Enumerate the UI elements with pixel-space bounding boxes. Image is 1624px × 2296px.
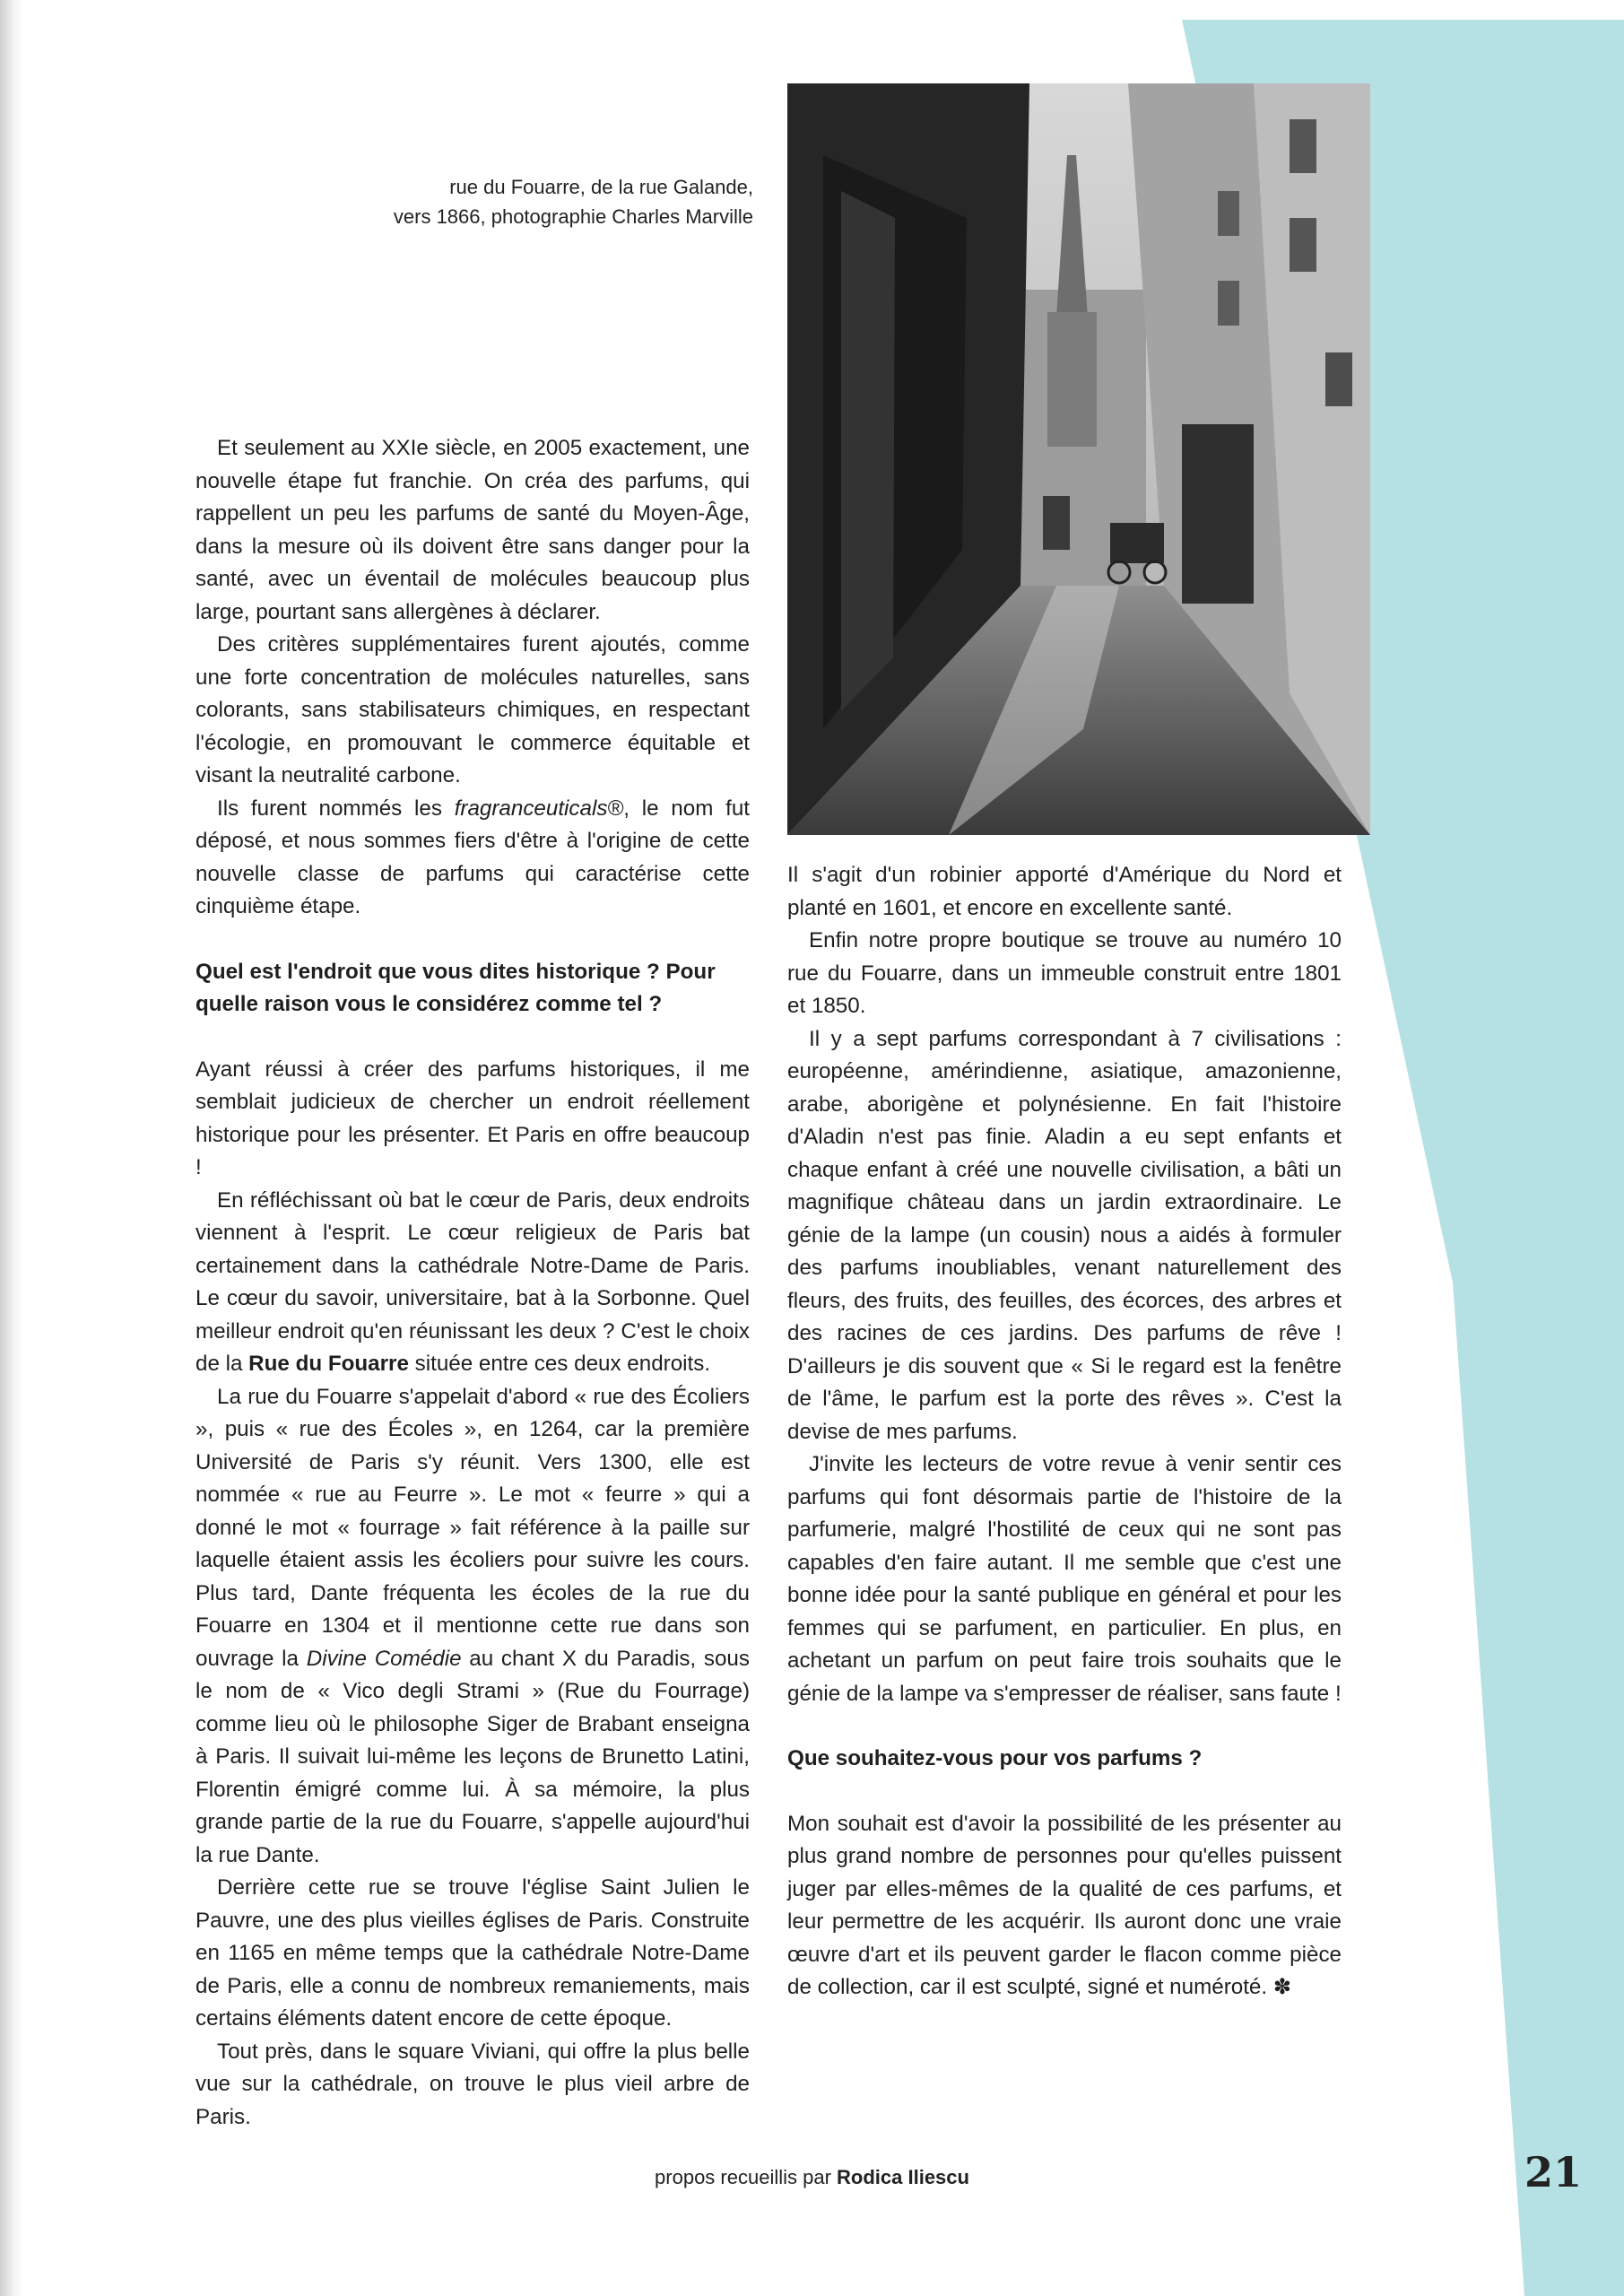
credit-author: Rodica Iliescu (837, 2166, 969, 2188)
paragraph (195, 1185, 750, 1381)
text-run: En réfléchissant où bat le cœur de Paris, deux endroits viennent à l'esprit. Le cœur religieux de Paris bat certainement dans la cathédrale Notre-Dame de Paris. Le cœur du savoir, universitaire, bat à la Sorbonne. Quel meilleur endroit qu'en réunissant les deux ? C'est le choix de la (195, 1187, 750, 1376)
text-run: Ils furent nommés les (217, 796, 455, 821)
photo-caption (296, 172, 753, 231)
text-run: Mon souhait est d'avoir la possibilité de les présenter au plus grand nombre de personnes pour qu'elles puissent juger par elles-mêmes de la qualité de ces parfums, et leur permettre de les acquérir. Ils auront donc une vraie œuvre d'art et ils peuvent garder le flacon comme pièce de collection, car il est sculpté, signé et numéroté. (787, 1811, 1342, 1999)
text-run: au chant X du Paradis, sous le nom de « Vico degli Strami » (Rue du Fourrage) comme lieu où le philosophe Siger de Brabant enseigna à Paris. Il suivait lui-même les leçons de Brunetto Latini, Florentin émigré comme lui. À sa mémoire, la plus grande partie de la rue du Fouarre, s'appelle aujourd'hui la rue Dante. (195, 1646, 750, 1867)
paragraph: Des critères supplémentaires furent ajoutés, comme une forte concentration de molécules naturelles, sans colorants, sans stabilisateurs chimiques, en respectant l'écologie, en promouvant le commerce équitable et visant la neutralité carbone. (195, 632, 750, 787)
page-number: 21 (1524, 2148, 1583, 2196)
paragraph: Derrière cette rue se trouve l'église Saint Julien le Pauvre, une des plus vieilles églises de Paris. Construite en 1165 en même temps que la cathédrale Notre-Dame de Paris, elle a connu de nombreux remaniements, mais certains éléments datent encore de cette époque. (195, 1875, 750, 2031)
text-run: , le nom fut déposé, et nous sommes fiers d'être à l'origine de cette nouvelle classe de parfums qui caractérise cette cinquième étape. (195, 796, 750, 918)
bold-term: Rue du Fouarre (248, 1352, 409, 1376)
paragraph: Il s'agit d'un robinier apporté d'Amérique du Nord et planté en 1601, et encore en excellente santé. (787, 863, 1342, 920)
text-run: La rue du Fouarre s'appelait d'abord « rue des Écoliers », puis « rue des Écoles », en 1264, car la première Université de Paris s'y réunit. Vers 1300, elle est nommée « rue au Feurre ». Le mot « feurre » qui a donné le mot « fourrage » fait référence à la paille sur laquelle étaient assis les écoliers pour suivre les cours. Plus tard, Dante fréquenta les écoles de la rue du Fouarre en 1304 et il mentionne cette rue dans son ouvrage la (195, 1384, 750, 1671)
interview-question: Quel est l'endroit que vous dites historique ? Pour quelle raison vous le considérez comme tel ? (195, 959, 716, 1016)
paragraph: Enfin notre propre boutique se trouve au numéro 10 rue du Fouarre, dans un immeuble construit entre 1801 et 1850. (787, 928, 1342, 1018)
right-column (787, 859, 1342, 2005)
caption-line-1: rue du Fouarre, de la rue Galande, (449, 176, 753, 198)
paragraph (195, 1381, 750, 1873)
italic-term: fragranceuticals® (454, 796, 624, 821)
caption-line-2: vers 1866, photographie Charles Marville (393, 205, 753, 228)
left-column (195, 432, 750, 2134)
credit-prefix: propos recueillis par (655, 2166, 838, 2188)
paragraph: Et seulement au XXIe siècle, en 2005 exactement, une nouvelle étape fut franchie. On créa des parfums, qui rappellent un peu les parfums de santé du Moyen-Âge, dans la mesure où ils doivent être sans danger pour la santé, avec un éventail de molécules beaucoup plus large, pourtant sans allergènes à déclarer. (195, 436, 750, 624)
street-photograph (787, 83, 1370, 835)
interview-question: Que souhaitez-vous pour vos parfums ? (787, 1746, 1203, 1770)
text-run: située entre ces deux endroits. (408, 1352, 711, 1376)
end-of-article-icon: ✽ (1272, 1975, 1291, 1999)
paragraph (787, 1808, 1342, 2005)
paragraph: Il y a sept parfums correspondant à 7 civilisations : européenne, amérindienne, asiatique, amazonienne, arabe, aborigène et polynésienne. En fait l'histoire d'Aladin n'est pas finie. Aladin a eu sept enfants et chaque enfant à créé une nouvelle civilisation, a bâti un magnifique château dans un jardin extraordinaire. Le génie de la lampe (un cousin) nous a aidés à formuler des parfums inoubliables, venant naturellement des fleurs, des fruits, des feuilles, des écorces, des arbres et des racines de ces jardins. Des parfums de rêve ! D'ailleurs je dis souvent que « Si le regard est la fenêtre de l'âme, le parfum est la porte des rêves ». C'est la devise de mes parfums. (787, 1026, 1342, 1444)
paragraph: J'invite les lecteurs de votre revue à venir sentir ces parfums qui font désormais partie de l'histoire de la parfumerie, malgré l'hostilité de ceux qui ne sont pas capables d'en faire autant. Il me semble que c'est une bonne idée pour la santé publique en général et pour les femmes qui se parfument, en particulier. En plus, en achetant un parfum on peut faire trois souhaits que le génie de la lampe va s'empresser de réaliser, sans faute ! (787, 1452, 1342, 1706)
paragraph: Ayant réussi à créer des parfums historiques, il me semblait judicieux de chercher un endroit réellement historique pour les présenter. Et Paris en offre beaucoup ! (195, 1057, 750, 1179)
article-credit (0, 2166, 1624, 2189)
paragraph: Tout près, dans le square Viviani, qui offre la plus belle vue sur la cathédrale, on trouve le plus vieil arbre de Paris. (195, 2039, 750, 2129)
italic-title: Divine Comédie (306, 1646, 462, 1671)
photo-illustration (787, 83, 1370, 835)
paragraph (195, 793, 750, 924)
